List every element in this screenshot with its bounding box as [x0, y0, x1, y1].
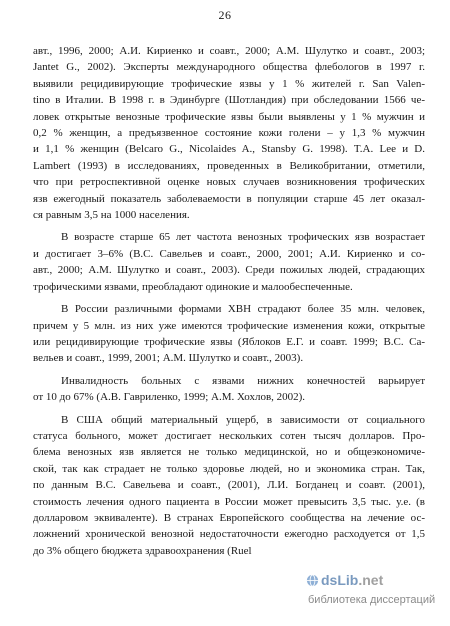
text-line: ся равным 3,5 на 1000 населения. — [33, 209, 190, 222]
text-line: стоимость лечения одного пациента в России может превысить 3,5 тыс. у.е. (в — [33, 495, 425, 508]
globe-icon — [306, 574, 319, 587]
text-line: ловек открытые венозные трофические язвы были выявлены у 1 % мужчин и — [33, 110, 425, 123]
document-body — [33, 43, 425, 559]
text-line: Lambert (1993) в исследованиях, проведенных в Великобритании, отметили, — [33, 159, 425, 172]
text-line: долларовом эквиваленте). В странах Европейского сообщества на лечение ос- — [33, 511, 425, 524]
text-line: блема венозных язв является не только медицинской, но и общеэкономиче- — [33, 446, 425, 459]
text-line: трофическими язвами, преобладают одинокие и малообеспеченные. — [33, 280, 353, 293]
text-line: или рецидивирующие трофические язвы (Яблоков Е.Г. и соавт. 1999; В.С. Са- — [33, 335, 425, 348]
text-line: В России различными формами ХВН страдают более 35 млн. человек, — [61, 303, 425, 316]
text-line: В США общий материальный ущерб, в зависимости от социального — [61, 413, 425, 426]
text-line: вельев и соавт., 1999, 2001; А.М. Шулутко и соавт., 2003). — [33, 352, 304, 365]
text-line: ской, так как страдает не только здоровье людей, но и экономика стран. Так, — [33, 462, 425, 475]
paragraph — [33, 301, 425, 367]
paragraph — [33, 412, 425, 560]
text-line: и достигает 3–6% (В.С. Савельев и соавт., 2000, 2001; А.И. Кириенко и со- — [33, 247, 425, 260]
text-line: Jantet G., 2002). Эксперты международного общества флебологов в 1997 г. — [33, 61, 425, 74]
page-number: 26 — [218, 8, 232, 22]
paragraph — [33, 373, 425, 406]
watermark-subtitle: библиотека диссертаций — [308, 594, 436, 606]
text-line: авт., 1996, 2000; А.И. Кириенко и соавт., 2000; А.М. Шулутко и соавт., 2003; — [33, 45, 425, 57]
watermark-name-part1: dsLib — [321, 572, 359, 588]
text-line: причем у 5 млн. из них уже имеются трофические изменения кожи, открытые — [33, 319, 425, 332]
text-line: статуса больного, может достигает нескольких сотен тысяч долларов. Про- — [33, 429, 425, 442]
paragraph — [33, 229, 425, 295]
text-line: до 3% общего бюджета здравоохранения (Ruel — [33, 544, 252, 557]
text-line: авт., 2000; А.М. Шулутко и соавт., 2003). Среди пожилых людей, страдающих — [33, 264, 425, 277]
text-line: что при ретроспективной оценке новых случаев возникновения трофических — [33, 176, 425, 189]
site-watermark[interactable] — [306, 572, 436, 612]
text-line: ложнений хронической венозной недостаточности ежегодно расходуется от 1,5 — [33, 528, 425, 541]
text-line: язв ежегодный показатель заболеваемости в популяции старше 45 лет оказал- — [33, 192, 425, 205]
text-line: В возрасте старше 65 лет частота венозных трофических язв возрастает — [61, 231, 425, 244]
watermark-name-part2: .net — [358, 572, 384, 588]
watermark-logo — [306, 572, 383, 588]
text-line: tino в Италии. В 1998 г. в Эдинбурге (Шотландия) при обследовании 1566 че- — [33, 94, 425, 107]
text-line: 0,2 % женщин, а предъязвенное состояние кожи голени – у 1,3 % мужчин — [33, 127, 425, 140]
text-line: от 10 до 67% (А.В. Гавриленко, 1999; А.М. Хохлов, 2002). — [33, 391, 306, 404]
text-line: Инвалидность больных с язвами нижних конечностей варьирует — [61, 374, 425, 387]
text-line: выявили рецидивирующие трофические язвы у 1 % жителей г. San Valen- — [33, 77, 425, 90]
text-line: и 1,1 % женщин (Belcaro G., Nicolaides A., Stansby G. 1998). T.A. Lee и D. — [33, 143, 425, 156]
text-line: по данным В.С. Савельева и соавт., (2001), Л.И. Богданец и соавт. (2001), — [33, 479, 425, 492]
paragraph — [33, 43, 425, 223]
